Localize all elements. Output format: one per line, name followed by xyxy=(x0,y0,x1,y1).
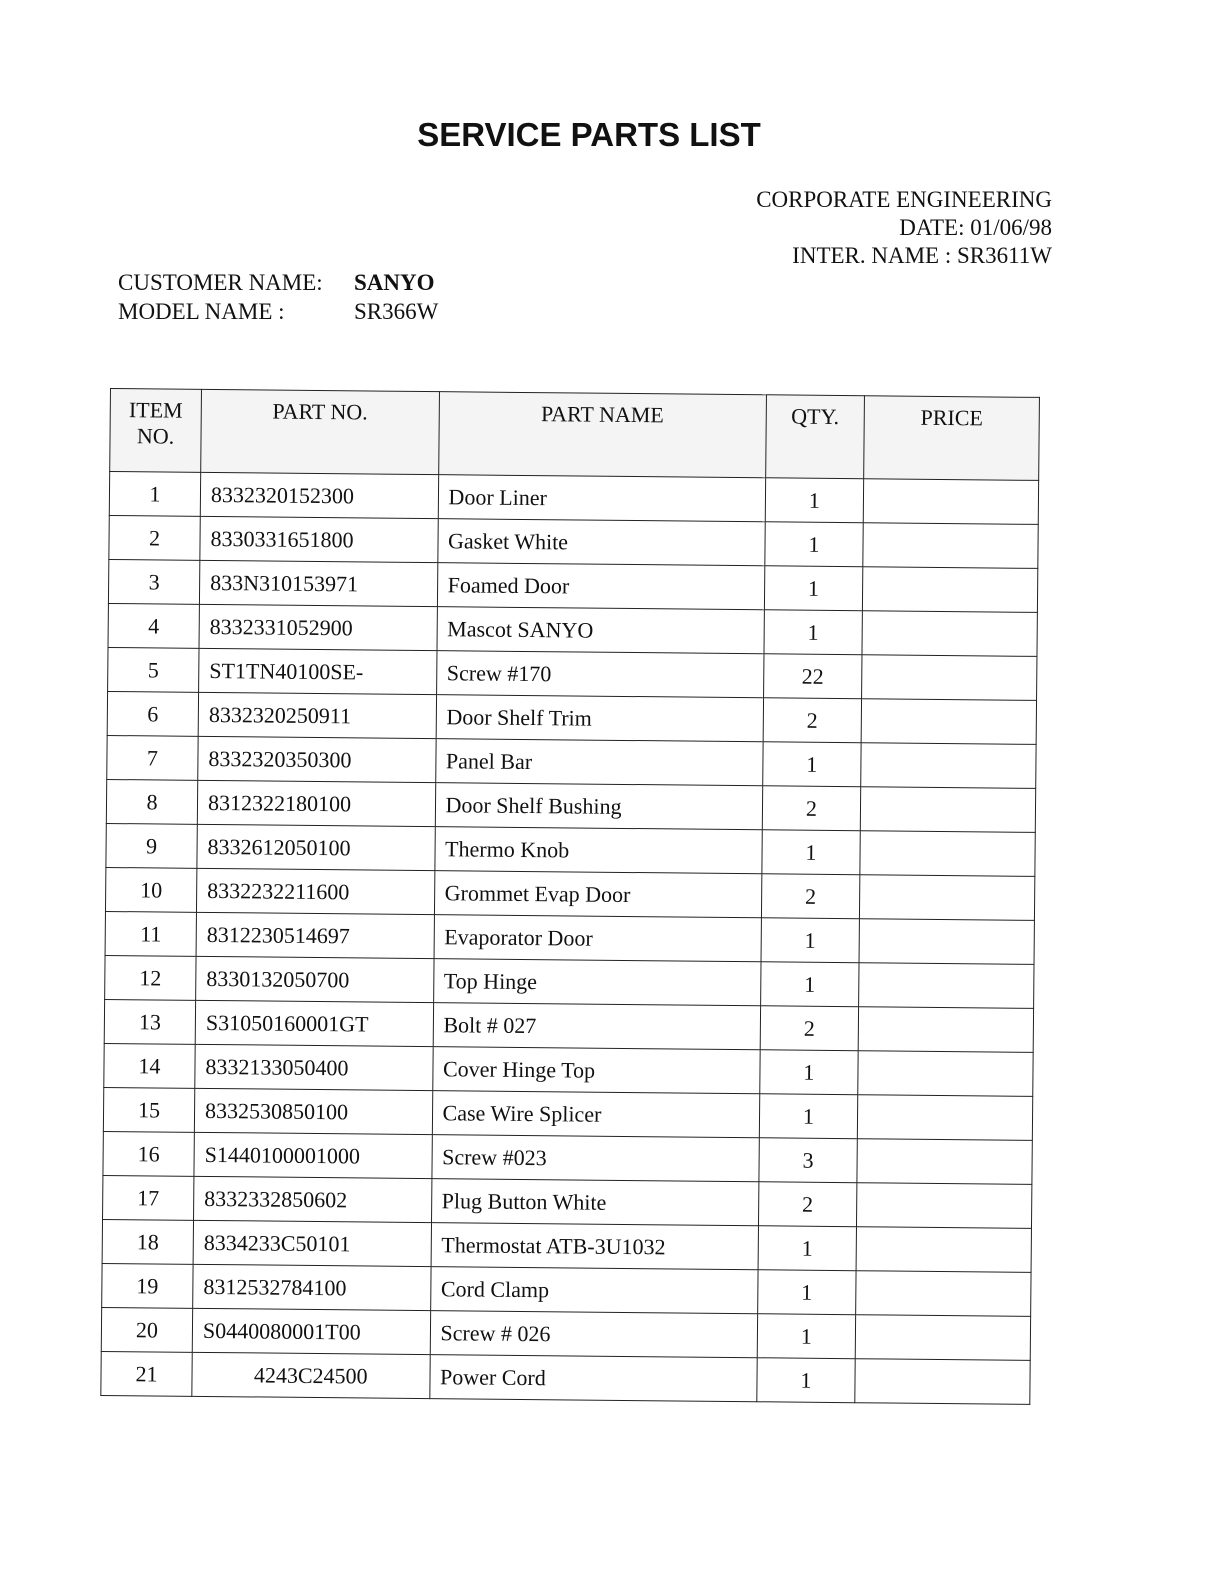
price-cell xyxy=(857,1095,1032,1141)
part-no-cell: 8332320250911 xyxy=(198,692,436,738)
table-row xyxy=(101,1351,1030,1404)
part-no-cell: 8330132050700 xyxy=(196,956,434,1002)
price-cell xyxy=(858,1051,1033,1097)
price-cell xyxy=(858,1007,1033,1053)
price-cell xyxy=(856,1227,1031,1273)
item-no-cell: 9 xyxy=(106,823,197,868)
part-name-cell: Door Shelf Trim xyxy=(436,695,764,742)
page-title: SERVICE PARTS LIST xyxy=(417,116,761,153)
item-no-cell: 14 xyxy=(104,1043,195,1088)
qty-cell: 2 xyxy=(760,1006,859,1051)
part-name-cell: Power Cord xyxy=(429,1355,757,1402)
item-no-cell: 1 xyxy=(109,472,200,517)
price-cell xyxy=(856,1271,1031,1317)
part-name-cell: Screw # 026 xyxy=(430,1311,758,1358)
part-no-cell: S1440100001000 xyxy=(194,1132,432,1178)
qty-cell: 1 xyxy=(764,566,863,611)
part-no-cell: 8312532784100 xyxy=(193,1264,431,1310)
part-no-cell: 8312322180100 xyxy=(197,780,435,826)
model-name-label: MODEL NAME : xyxy=(118,299,285,324)
price-cell xyxy=(857,1183,1032,1229)
price-cell xyxy=(859,875,1034,921)
qty-cell: 2 xyxy=(763,698,862,743)
model-name-value: SR366W xyxy=(354,299,439,324)
part-name-cell: Door Liner xyxy=(438,475,766,522)
qty-cell: 1 xyxy=(762,830,861,875)
price-cell xyxy=(859,919,1034,965)
item-no-cell: 16 xyxy=(103,1131,194,1176)
customer-name-value: SANYO xyxy=(354,270,435,295)
part-name-cell: Bolt # 027 xyxy=(433,1003,761,1050)
item-no-cell: 11 xyxy=(105,911,196,956)
item-no-cell: 21 xyxy=(101,1351,192,1396)
qty-cell: 22 xyxy=(763,654,862,699)
customer-name-label: CUSTOMER NAME: xyxy=(118,270,323,295)
part-no-cell: 8332612050100 xyxy=(197,824,435,870)
part-name-cell: Foamed Door xyxy=(437,563,765,610)
item-no-cell: 3 xyxy=(108,559,199,604)
qty-cell: 1 xyxy=(765,478,864,523)
part-no-cell: ST1TN40100SE- xyxy=(199,648,437,694)
item-no-cell: 17 xyxy=(103,1175,194,1220)
date-line xyxy=(756,214,1052,242)
part-name-cell: Top Hinge xyxy=(433,959,761,1006)
qty-cell: 1 xyxy=(757,1270,856,1315)
customer-info xyxy=(118,268,438,326)
part-name-cell: Screw #023 xyxy=(431,1135,759,1182)
price-cell xyxy=(860,787,1035,833)
item-no-cell: 10 xyxy=(105,867,196,912)
item-no-cell: 15 xyxy=(103,1087,194,1132)
part-name-cell: Mascot SANYO xyxy=(437,607,765,654)
engineering-info xyxy=(756,186,1052,270)
part-name-cell: Plug Button White xyxy=(431,1179,759,1226)
price-cell xyxy=(859,963,1034,1009)
part-name-cell: Screw #170 xyxy=(436,651,764,698)
part-name-cell: Thermostat ATB-3U1032 xyxy=(431,1223,759,1270)
qty-cell: 1 xyxy=(760,962,859,1007)
item-no-cell: 4 xyxy=(108,603,199,648)
inter-name-label: INTER. NAME : xyxy=(792,243,952,268)
parts-table xyxy=(100,388,1040,1405)
date-value: 01/06/98 xyxy=(970,215,1052,240)
part-no-cell: 8332320350300 xyxy=(198,736,436,782)
part-name-cell: Cover Hinge Top xyxy=(432,1047,760,1094)
price-cell xyxy=(863,523,1038,569)
part-no-cell: 8332320152300 xyxy=(200,472,438,518)
part-name-cell: Case Wire Splicer xyxy=(432,1091,760,1138)
qty-cell: 2 xyxy=(761,874,860,919)
qty-cell: 1 xyxy=(762,742,861,787)
item-no-cell: 2 xyxy=(109,515,200,560)
part-no-cell: 8332133050400 xyxy=(195,1044,433,1090)
part-no-cell: 8332331052900 xyxy=(199,604,437,650)
price-cell xyxy=(861,699,1036,745)
qty-cell: 1 xyxy=(765,522,864,567)
column-header-part-name: PART NAME xyxy=(438,392,766,478)
part-name-cell: Gasket White xyxy=(437,519,765,566)
price-cell xyxy=(860,831,1035,877)
item-no-cell: 12 xyxy=(105,955,196,1000)
department: CORPORATE ENGINEERING xyxy=(756,187,1052,212)
part-no-cell: 8312230514697 xyxy=(196,912,434,958)
part-no-cell: S0440080001T00 xyxy=(192,1308,430,1354)
item-no-cell: 13 xyxy=(104,999,195,1044)
price-cell xyxy=(862,611,1037,657)
column-header-qty: QTY. xyxy=(765,395,864,479)
qty-cell: 1 xyxy=(758,1226,857,1271)
date-label: DATE: xyxy=(899,215,965,240)
qty-cell: 1 xyxy=(757,1358,856,1403)
price-cell xyxy=(863,479,1038,525)
item-no-cell: 7 xyxy=(107,735,198,780)
qty-cell: 1 xyxy=(761,918,860,963)
price-cell xyxy=(855,1315,1030,1361)
qty-cell: 2 xyxy=(762,786,861,831)
part-no-cell: 8332530850100 xyxy=(194,1088,432,1134)
part-no-cell: 8332332850602 xyxy=(194,1176,432,1222)
price-cell xyxy=(862,655,1037,701)
price-cell xyxy=(861,743,1036,789)
part-no-cell: 8332232211600 xyxy=(196,868,434,914)
item-no-cell: 8 xyxy=(106,779,197,824)
part-no-cell: S31050160001GT xyxy=(195,1000,433,1046)
part-name-cell: Panel Bar xyxy=(435,739,763,786)
inter-name-value: SR3611W xyxy=(957,243,1052,268)
part-no-cell: 8334233C50101 xyxy=(193,1220,431,1266)
qty-cell: 1 xyxy=(760,1050,859,1095)
qty-cell: 1 xyxy=(759,1094,858,1139)
part-name-cell: Thermo Knob xyxy=(434,827,762,874)
item-no-cell: 6 xyxy=(107,691,198,736)
price-cell xyxy=(857,1139,1032,1185)
qty-cell: 1 xyxy=(764,610,863,655)
part-name-cell: Door Shelf Bushing xyxy=(435,783,763,830)
qty-cell: 2 xyxy=(758,1182,857,1227)
part-name-cell: Evaporator Door xyxy=(434,915,762,962)
qty-cell: 3 xyxy=(759,1138,858,1183)
inter-name-line xyxy=(756,242,1052,270)
part-no-cell: 833N310153971 xyxy=(199,560,437,606)
item-no-cell: 5 xyxy=(108,647,199,692)
part-name-cell: Cord Clamp xyxy=(430,1267,758,1314)
column-header-price: PRICE xyxy=(864,396,1040,481)
part-name-cell: Grommet Evap Door xyxy=(434,871,762,918)
price-cell xyxy=(862,567,1037,613)
table-header-row xyxy=(110,389,1040,481)
qty-cell: 1 xyxy=(757,1314,856,1359)
price-cell xyxy=(855,1359,1030,1405)
item-no-cell: 20 xyxy=(101,1307,192,1352)
item-no-cell: 19 xyxy=(102,1263,193,1308)
column-header-item-no: ITEM NO. xyxy=(110,389,202,473)
part-no-cell: 4243C24500 xyxy=(192,1352,430,1398)
part-no-cell: 8330331651800 xyxy=(200,516,438,562)
column-header-part-no: PART NO. xyxy=(201,389,439,474)
item-no-cell: 18 xyxy=(102,1219,193,1264)
